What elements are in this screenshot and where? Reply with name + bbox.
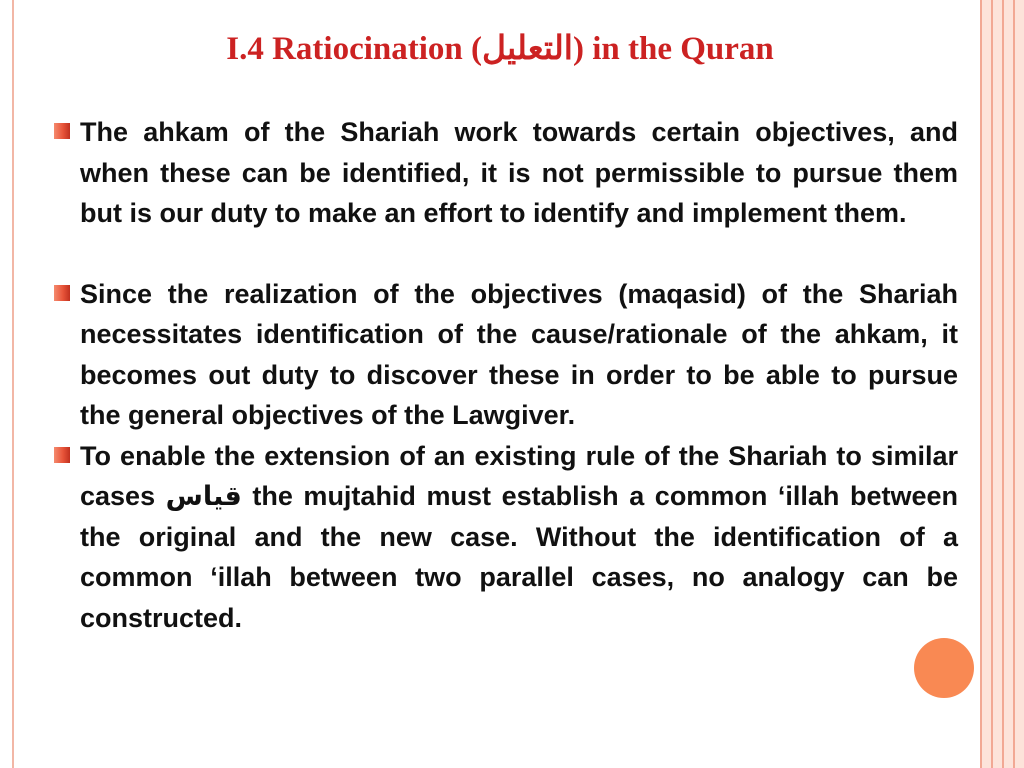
bullet-text-part: the mujtahid must establish a common ‘illah between the original and the new case. Without the identification of a common ‘illah between two parallel cases, no analogy can be constructed.: [80, 481, 959, 633]
bullet-item: [48, 436, 958, 639]
bullet-item: [48, 112, 958, 234]
arabic-term: قياس: [165, 481, 242, 511]
bullet-text: The ahkam of the Shariah work towards certain objectives, and when these can be identified, it is not permissible to pursue them but is our duty to make an effort to identify and implement them.: [80, 117, 958, 228]
bullet-item: [48, 274, 958, 436]
right-stripe-decoration: [977, 0, 1024, 768]
bullet-square-icon: [54, 123, 70, 139]
bullet-list: [48, 112, 958, 638]
bullet-square-icon: [54, 447, 70, 463]
bullet-square-icon: [54, 285, 70, 301]
slide-title: I.4 Ratiocination (التعليل) in the Quran: [226, 31, 774, 67]
orange-circle-decoration: [914, 638, 974, 698]
left-border-line: [12, 0, 14, 768]
bullet-text-part: To enable the extension of an existing rule of the Shariah to similar cases: [80, 440, 958, 511]
bullet-text: Since the realization of the objectives (maqasid) of the Shariah necessitates identification of the cause/rationale of the ahkam, it becomes out duty to discover these in order to be able to pursue the general objectives of the Lawgiver.: [80, 278, 958, 430]
